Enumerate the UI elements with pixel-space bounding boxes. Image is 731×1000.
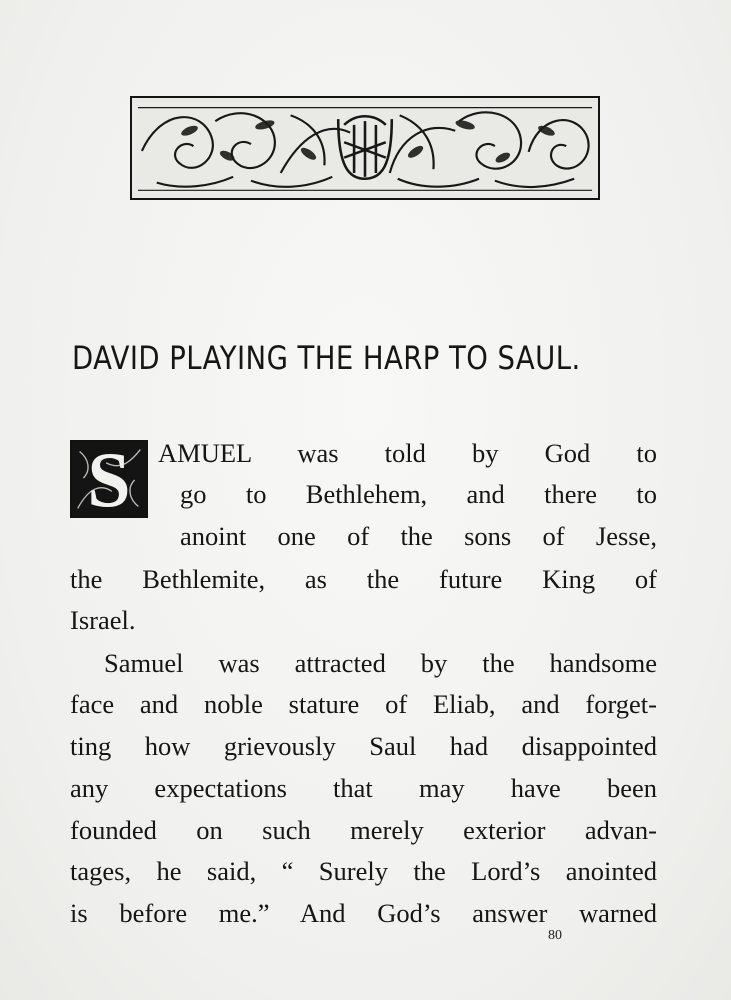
page-title: DAVID PLAYING THE HARP TO SAUL. <box>72 339 581 377</box>
paragraph-2-line-4: any expectations that may have been <box>70 773 657 803</box>
floral-initial-icon <box>70 440 148 518</box>
paragraph-2-line-2: face and noble stature of Eliab, and forget- <box>70 689 657 719</box>
lyre-ornament-icon <box>130 96 600 200</box>
paragraph-1-line-1: AMUEL was told by God to <box>158 438 657 468</box>
paragraph-1-line-4: the Bethlemite, as the future King of <box>70 564 657 594</box>
paragraph-1-line-3: anoint one of the sons of Jesse, <box>180 521 657 551</box>
paragraph-2-line-5: founded on such merely exterior advan- <box>70 815 657 845</box>
paragraph-1-line-2: go to Bethlehem, and there to <box>180 479 657 509</box>
paragraph-2-line-1: Samuel was attracted by the handsome <box>104 648 657 678</box>
paragraph-2-line-7: is before me.” And God’s answer warned <box>70 898 657 928</box>
paragraph-2-line-6: tages, he said, “ Surely the Lord’s anointed <box>70 856 657 886</box>
paragraph-1-line-5: Israel. <box>70 605 136 635</box>
drop-cap-letter: S <box>87 440 131 518</box>
paragraph-2-line-3: ting how grievously Saul had disappointed <box>70 731 657 761</box>
page-number: 80 <box>548 928 562 943</box>
